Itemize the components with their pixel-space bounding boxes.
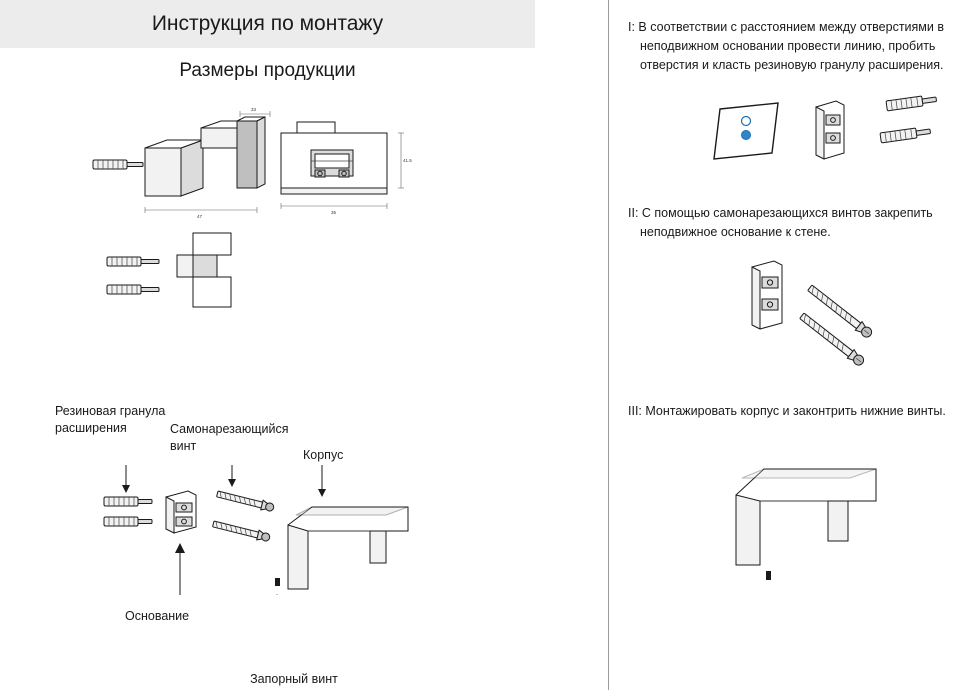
step-3-line1: III: Монтажировать корпус и законтрить нижние винты. [628,404,946,418]
base-bracket [166,491,196,533]
step-2-line1: II: С помощью самонарезающихся винтов закрепить [628,206,933,220]
step-1-text [628,18,958,75]
self-tapping-screw [216,489,275,513]
step-1-illustration [700,95,960,185]
arrow-lock-screw [272,594,282,595]
step-3-text [628,402,964,421]
label-self-tapping-screw-line1: Самонарезающийся [170,422,289,436]
lock-screw [766,571,771,580]
label-body: Корпус [303,448,344,462]
step-1-line3: отверстия и класть резиновую гранулу расширения. [640,58,944,72]
column-divider [608,0,609,690]
svg-text:41.5: 41.5 [403,158,412,163]
page-title: Инструкция по монтажу [151,12,384,35]
label-rubber-granule-line1: Резиновая гранула [55,404,166,418]
arrow-base [175,543,185,595]
section-subtitle: Размеры продукции [179,60,356,81]
step-3-illustration [730,455,910,595]
label-self-tapping-screw-line2: винт [170,439,197,453]
title-bar [0,0,535,48]
hook-body [288,507,408,589]
svg-text:35: 35 [331,210,337,215]
step-1-line2: неподвижном основании провести линию, пробить [640,39,936,53]
dimension-drawing-top-views [85,100,445,225]
lock-screw [275,578,280,586]
label-base: Основание [125,609,190,623]
step-2-text [628,204,958,242]
label-self-tapping-screw [170,421,300,455]
label-lock-screw: Запорный винт [250,672,338,686]
dimension-drawing-plan-view [85,225,335,340]
step-2-line2: неподвижное основание к стене. [640,225,831,239]
self-tapping-screw [212,519,271,543]
arrow-body [318,465,326,497]
arrow-granule [122,465,130,493]
step-2-illustration [730,255,900,375]
step-1-line1: I: В соответствии с расстоянием между отверстиями в [628,20,944,34]
svg-text:33: 33 [251,107,257,112]
svg-text:47: 47 [197,214,203,219]
label-rubber-granule-line2: расширения [55,421,127,435]
arrow-screw [228,465,236,487]
exploded-assembly-diagram [90,465,430,595]
